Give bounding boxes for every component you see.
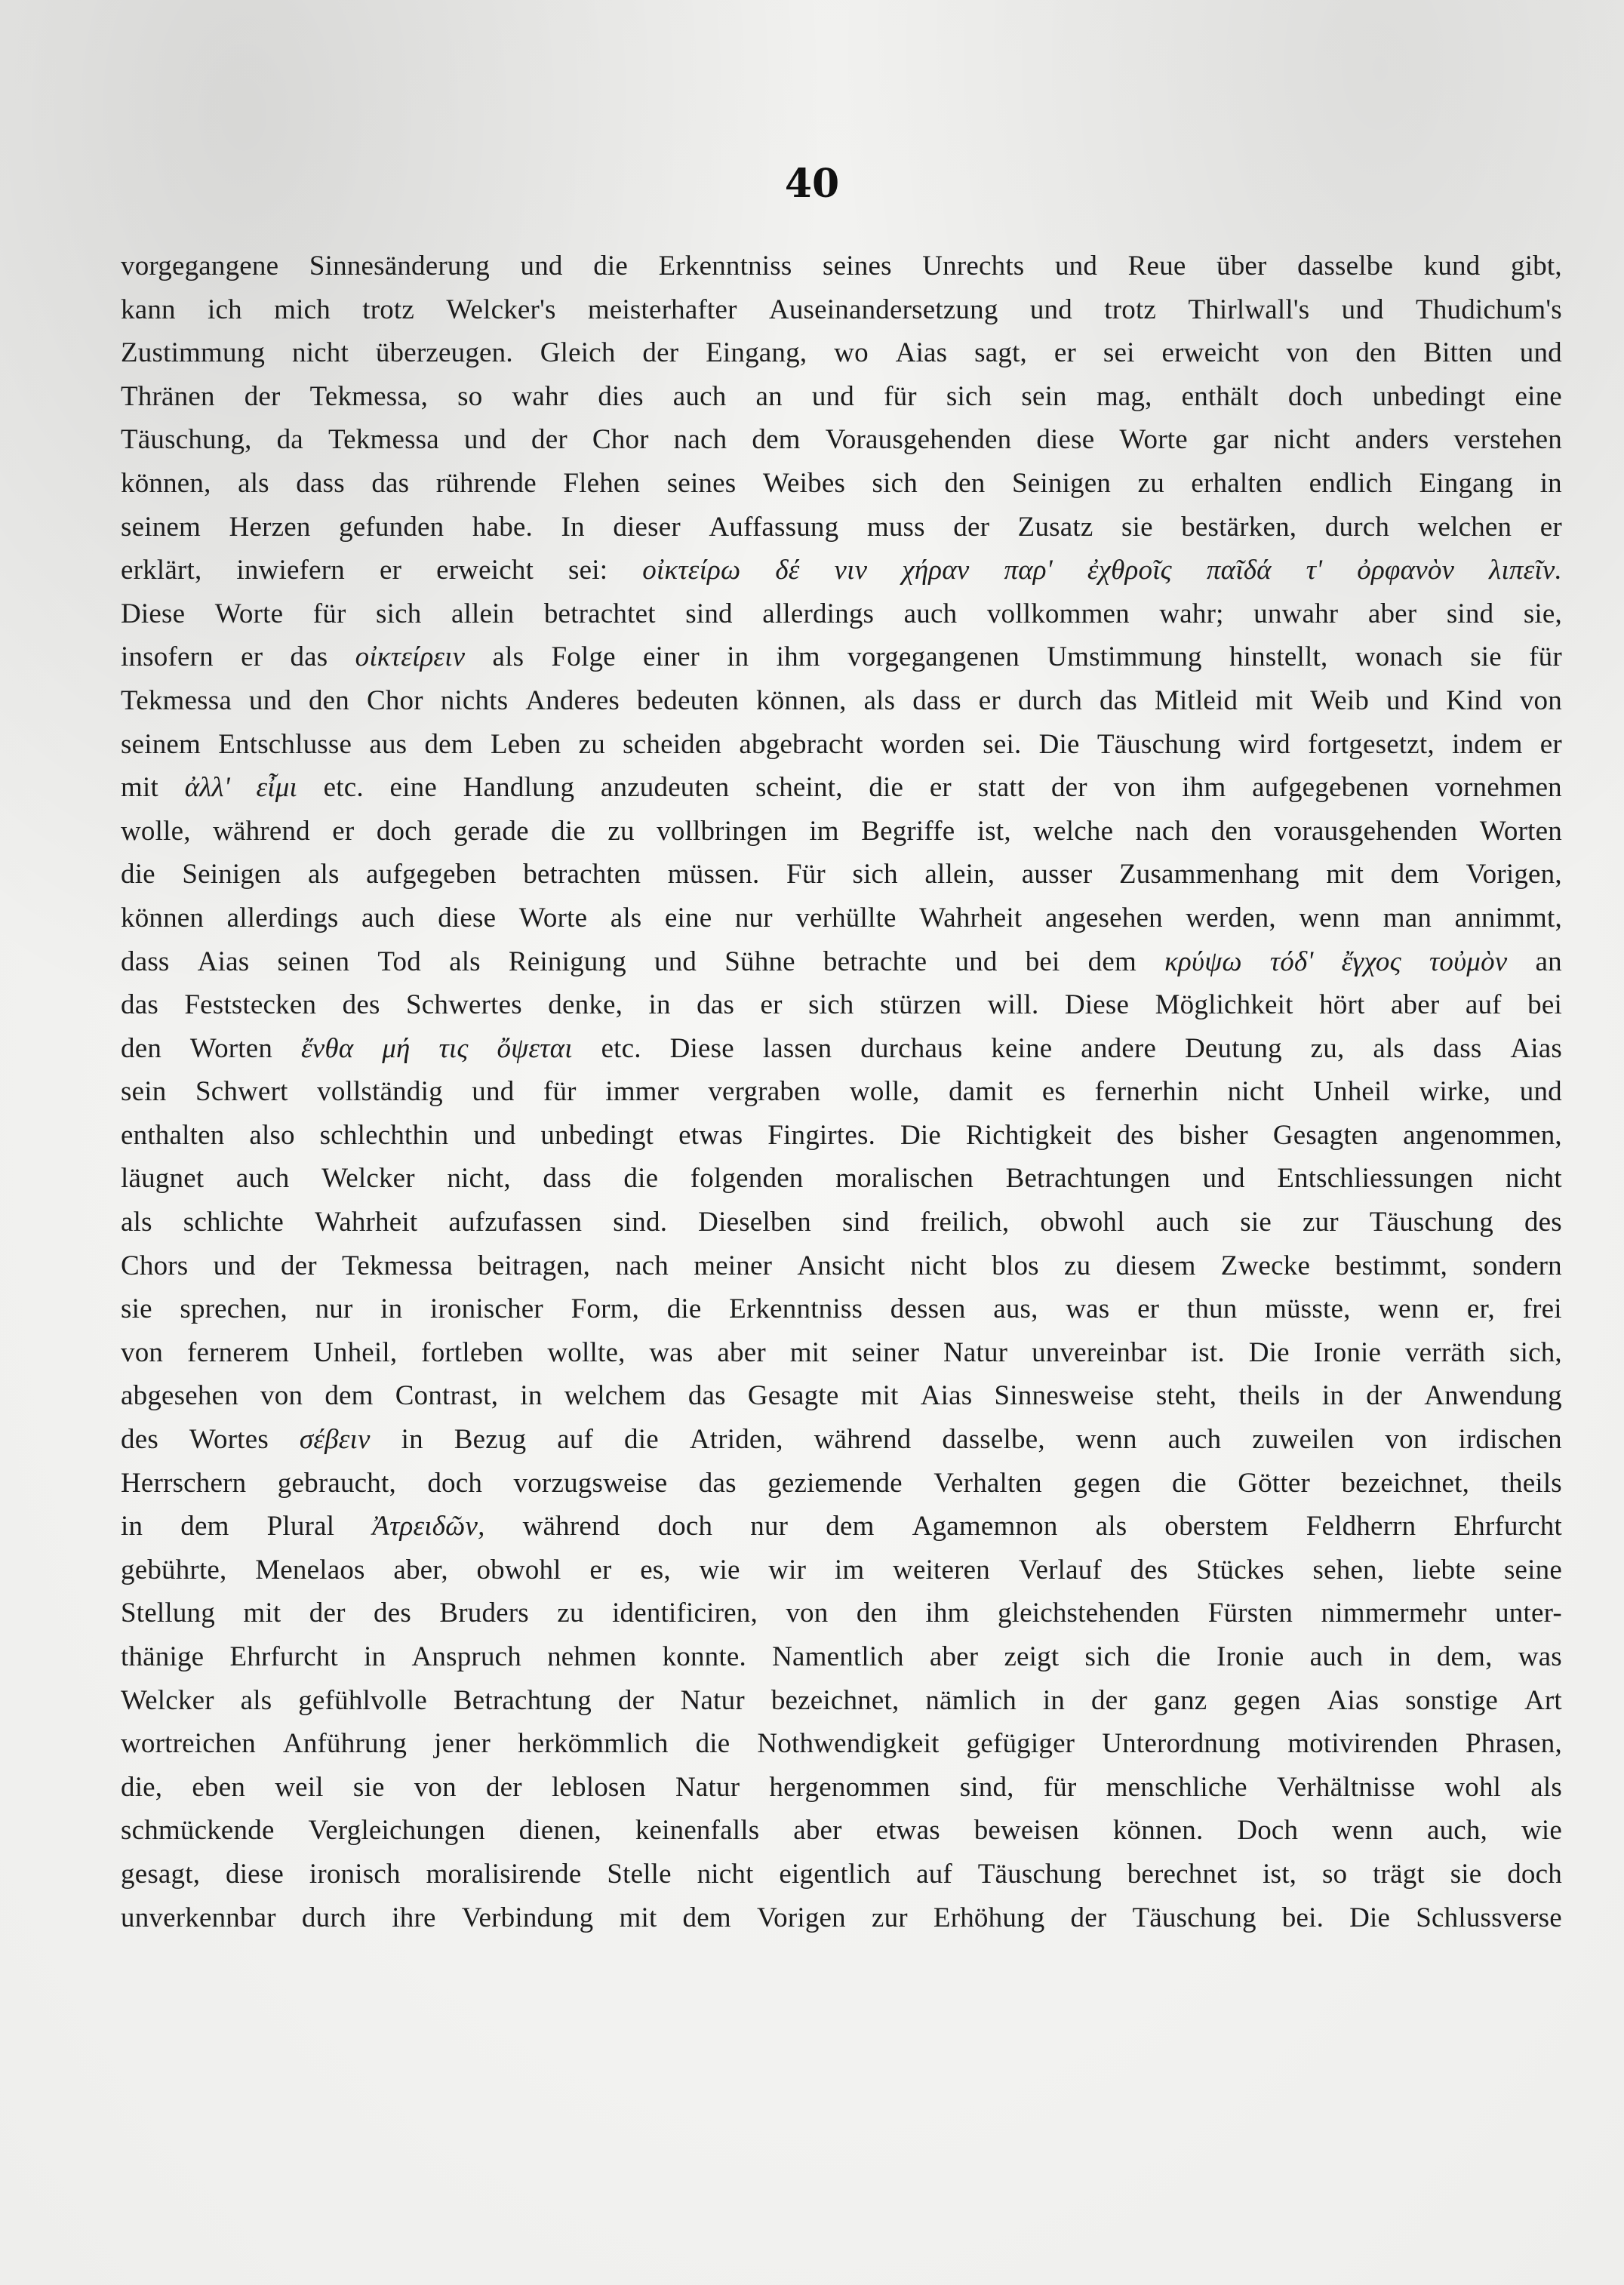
text-line: erklärt, inwiefern er erweicht sei: οἰκτείρω δέ νιν χήραν παρ' ἐχθροῖς παῖδά τ' ὀρφανὸν λιπεῖν. — [121, 555, 1562, 586]
text-line: abgesehen von dem Contrast, in welchem das Gesagte mit Aias Sinnesweise steht, theils in der Anwendung — [121, 1380, 1562, 1412]
text-line: Herrschern gebraucht, doch vorzugsweise das geziemende Verhalten gegen die Götter bezeichnet, theils — [121, 1467, 1562, 1499]
text-line: in dem Plural Ἀτρειδῶν, während doch nur dem Agamemnon als oberstem Feldherrn Ehrfurcht — [121, 1511, 1562, 1542]
text-line: unverkennbar durch ihre Verbindung mit dem Vorigen zur Erhöhung der Täuschung bei. Die Schlussverse — [121, 1902, 1562, 1933]
text-line: als schlichte Wahrheit aufzufassen sind. Dieselben sind freilich, obwohl auch sie zur Täuschung des — [121, 1207, 1562, 1238]
text-line: seinem Entschlusse aus dem Leben zu scheiden abgebracht worden sei. Die Täuschung wird fortgesetzt, indem er — [121, 728, 1562, 760]
text-line: wortreichen Anführung jener herkömmlich die Nothwendigkeit gefügiger Unterordnung motivirenden Phrasen, — [121, 1728, 1562, 1760]
text-line: vorgegangene Sinnesänderung und die Erkenntniss seines Unrechts und Reue über dasselbe kund gibt, — [121, 251, 1562, 281]
text-line: kann ich mich trotz Welcker's meisterhafter Auseinandersetzung und trotz Thirlwall's und Thudichum's — [121, 294, 1562, 325]
text-line: wolle, während er doch gerade die zu vollbringen im Begriffe ist, welche nach den vorausgehenden Worten — [121, 815, 1562, 847]
text-line: läugnet auch Welcker nicht, dass die folgenden moralischen Betrachtungen und Entschliessungen nicht — [121, 1163, 1562, 1195]
text-line: gesagt, diese ironisch moralisirende Stelle nicht eigentlich auf Täuschung berechnet ist, so trägt sie doch — [121, 1858, 1562, 1890]
text-line: die, eben weil sie von der leblosen Natur hergenommen sind, für menschliche Verhältnisse wohl als — [121, 1771, 1562, 1803]
text-line: seinem Herzen gefunden habe. In dieser Auffassung muss der Zusatz sie bestärken, durch welchen er — [121, 511, 1562, 543]
text-line: sie sprechen, nur in ironischer Form, die Erkenntniss dessen aus, was er thun müsste, wenn er, frei — [121, 1293, 1562, 1325]
text-line: sein Schwert vollständig und für immer vergraben wolle, damit es fernerhin nicht Unheil wirke, und — [121, 1076, 1562, 1108]
text-line: Welcker als gefühlvolle Betrachtung der Natur bezeichnet, nämlich in der ganz gegen Aias sonstige Art — [121, 1684, 1562, 1716]
text-line: dass Aias seinen Tod als Reinigung und Sühne betrachte und bei dem κρύψω τόδ' ἔγχος τοὐμὸν an — [121, 946, 1562, 977]
text-line: das Feststecken des Schwertes denke, in das er sich stürzen will. Diese Möglichkeit hört aber auf bei — [121, 989, 1562, 1021]
text-line: gebührte, Menelaos aber, obwohl er es, wie wir im weiteren Verlauf des Stückes sehen, liebte seine — [121, 1554, 1562, 1585]
text-line: mit ἀλλ' εἶμι etc. eine Handlung anzudeuten scheint, die er statt der von ihm aufgegebenen vornehmen — [121, 772, 1562, 804]
text-line: enthalten also schlechthin und unbedingt etwas Fingirtes. Die Richtigkeit des bisher Gesagten angenommen, — [121, 1119, 1562, 1151]
text-line: können allerdings auch diese Worte als eine nur verhüllte Wahrheit angesehen werden, wenn man annimmt, — [121, 902, 1562, 933]
text-line: Täuschung, da Tekmessa und der Chor nach dem Vorausgehenden diese Worte gar nicht anders verstehen — [121, 424, 1562, 456]
text-line: Chors und der Tekmessa beitragen, nach meiner Ansicht nicht blos zu diesem Zwecke bestimmt, sondern — [121, 1250, 1562, 1281]
text-line: Diese Worte für sich allein betrachtet sind allerdings auch vollkommen wahr; unwahr aber sind sie, — [121, 598, 1562, 629]
text-line: können, als dass das rührende Flehen seines Weibes sich den Seinigen zu erhalten endlich Eingang in — [121, 467, 1562, 499]
text-line: die Seinigen als aufgegeben betrachten müssen. Für sich allein, ausser Zusammenhang mit dem Vorigen, — [121, 859, 1562, 890]
text-line: des Wortes σέβειν in Bezug auf die Atriden, während dasselbe, wenn auch zuweilen von irdischen — [121, 1424, 1562, 1456]
text-line: den Worten ἔνθα μή τις ὄψεται etc. Diese lassen durchaus keine andere Deutung zu, als dass Aias — [121, 1032, 1562, 1064]
text-line: Stellung mit der des Bruders zu identificiren, von den ihm gleichstehenden Fürsten nimmermehr unter- — [121, 1598, 1562, 1629]
text-line: von fernerem Unheil, fortleben wollte, was aber mit seiner Natur unvereinbar ist. Die Ironie verräth sich, — [121, 1336, 1562, 1368]
page-number: 40 — [784, 161, 840, 207]
text-line: insofern er das οἰκτείρειν als Folge einer in ihm vorgegangenen Umstimmung hinstellt, wonach sie für — [121, 641, 1562, 673]
text-line: schmückende Vergleichungen dienen, keinenfalls aber etwas beweisen können. Doch wenn auch, wie — [121, 1815, 1562, 1847]
text-line: thänige Ehrfurcht in Anspruch nehmen konnte. Namentlich aber zeigt sich die Ironie auch in dem, was — [121, 1641, 1562, 1672]
text-line: Tekmessa und den Chor nichts Anderes bedeuten können, als dass er durch das Mitleid mit Weib und Kind von — [121, 684, 1562, 716]
body-text — [121, 244, 1562, 1939]
text-line: Thränen der Tekmessa, so wahr dies auch an und für sich sein mag, enthält doch unbedingt eine — [121, 380, 1562, 412]
text-line: Zustimmung nicht überzeugen. Gleich der Eingang, wo Aias sagt, er sei erweicht von den Bitten und — [121, 337, 1562, 369]
